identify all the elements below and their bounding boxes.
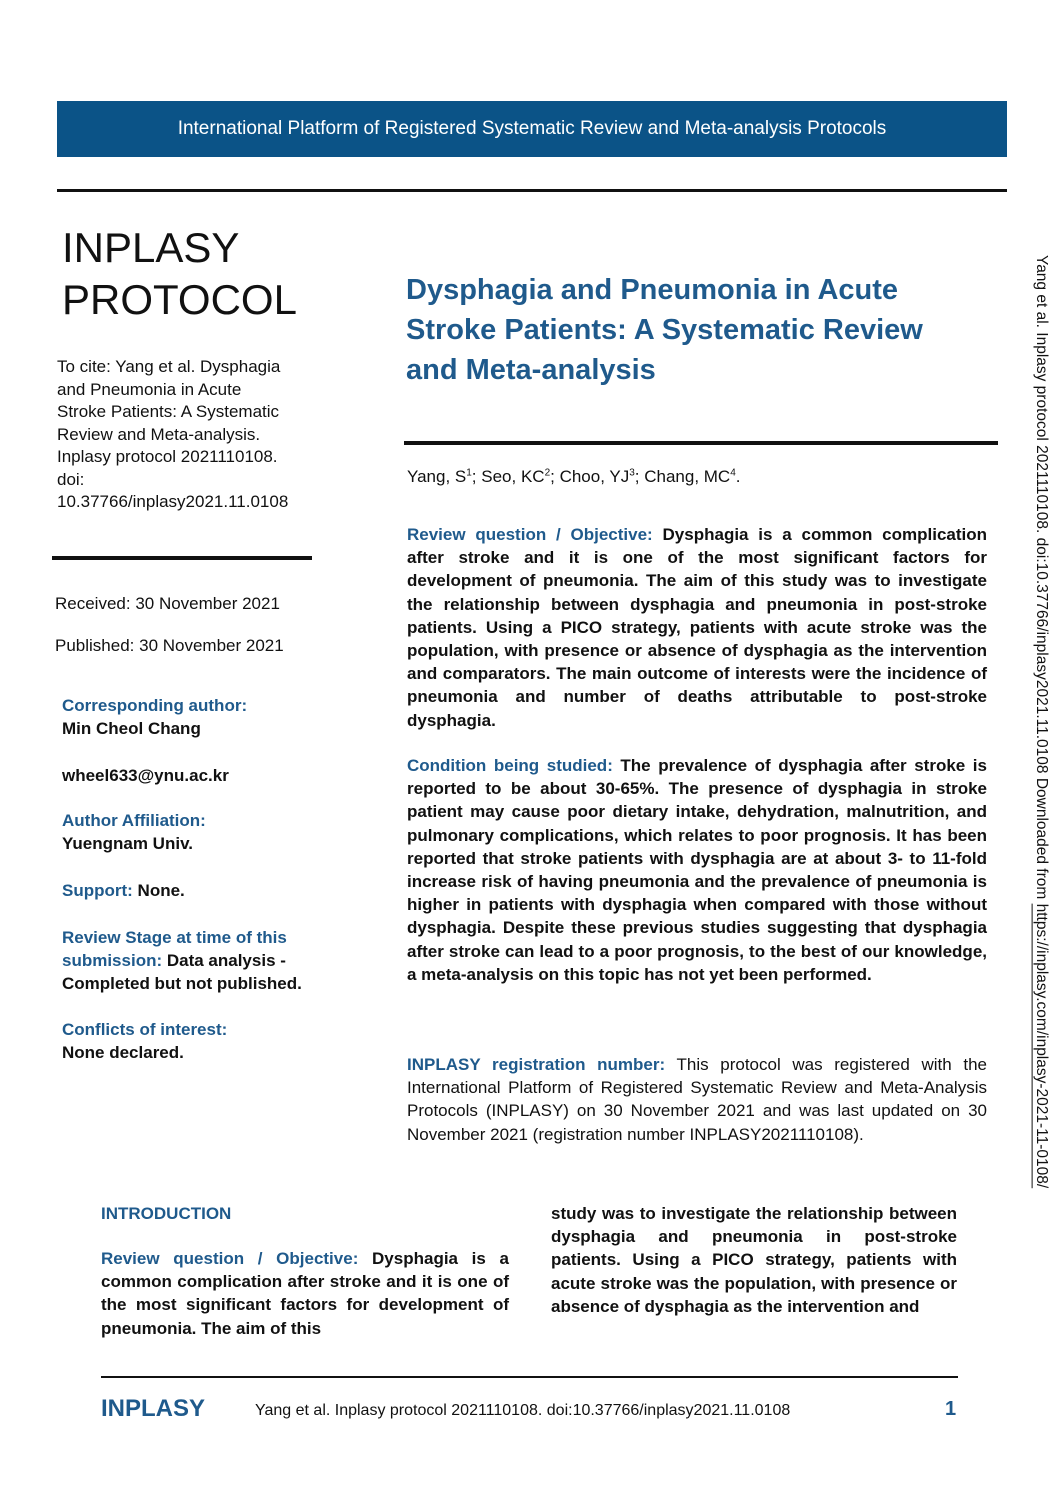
conflicts-label: Conflicts of interest:	[62, 1020, 228, 1039]
corresponding-author-block	[62, 694, 362, 740]
review-question-label: Review question / Objective:	[407, 525, 653, 544]
author-affiliation-mark: 4	[730, 467, 736, 479]
citation-line: 10.37766/inplasy2021.11.0108	[57, 492, 289, 511]
protocol-heading-line1: INPLASY	[62, 224, 240, 271]
author-name: Chang, MC	[644, 467, 731, 486]
left-divider	[52, 556, 312, 560]
published-date: Published: 30 November 2021	[55, 636, 284, 655]
paper-title	[406, 270, 1006, 390]
author-affiliation-mark: 2	[544, 467, 551, 479]
condition-section	[407, 754, 987, 986]
author-affiliation-mark: 1	[466, 467, 472, 479]
side-note-text: Yang et al. Inplasy protocol 2021110108. doi:10.37766/inplasy2021.11.0108 Downloaded from	[1033, 255, 1050, 904]
side-note-link[interactable]: https://inplasy.com/inplasy-2021-11-0108/	[1033, 903, 1050, 1189]
affiliation-value: Yuengnam Univ.	[62, 834, 193, 853]
affiliation-block	[62, 809, 362, 855]
corresponding-author-label: Corresponding author:	[62, 696, 248, 715]
corresponding-author-name: Min Cheol Chang	[62, 719, 201, 738]
footer-divider	[101, 1376, 958, 1378]
conflicts-block	[62, 1018, 362, 1064]
citation-block	[57, 356, 332, 514]
support-label: Support:	[62, 881, 133, 900]
download-side-note	[1030, 255, 1050, 1355]
review-stage-value: Data analysis -	[162, 951, 286, 970]
author-email[interactable]: wheel633@ynu.ac.kr	[62, 766, 229, 785]
introduction-heading: INTRODUCTION	[101, 1204, 232, 1223]
citation-line: To cite: Yang et al. Dysphagia	[57, 357, 281, 376]
condition-text: The prevalence of dysphagia after stroke is reported to be about 30-65%. The presence of dysphagia in stroke patient may cause poor dietary intake, dehydration, malnutrition, and pulmonary complications, which relates to poor prognosis. It has been reported that stroke patients with dysphagia are at about 3- to 11-fold increase risk of having pneumonia and the prevalence of pneumonia is higher in patients with dysphagia when compared with those without dysphagia. Despite these previous studies suggesting that dysphagia after stroke can lead to a poor prognosis, to the best of our knowledge, a meta-analysis on this topic has not yet been performed.	[407, 756, 987, 984]
registration-text: This protocol was registered with the International Platform of Registered Systematic Review and Meta-Analysis Protocols (INPLASY) on 30 November 2021 and was last updated on 30 November 2021 (registration number INPLASY2021110108).	[407, 1055, 987, 1144]
review-stage-label: Review Stage at time of this	[62, 928, 287, 947]
introduction-right-column	[551, 1202, 957, 1318]
paper-title-line: Dysphagia and Pneumonia in Acute	[406, 274, 899, 306]
review-stage-block	[62, 926, 382, 995]
footer-brand: INPLASY	[101, 1395, 206, 1422]
support-value: None.	[132, 881, 185, 900]
citation-line: Stroke Patients: A Systematic	[57, 402, 280, 421]
introduction-right-text: study was to investigate the relationship between dysphagia and pneumonia in post-stroke patients. Using a PICO strategy, patients with acute stroke was the population, with presence or absence of dysphagia as the intervention and	[551, 1204, 957, 1316]
citation-line: doi:	[57, 469, 85, 489]
author-separator: ;	[471, 467, 482, 486]
paper-title-line: Stroke Patients: A Systematic Review	[406, 314, 923, 346]
introduction-left-text: Dysphagia is a common complication after stroke and it is one of the most significant factors for development of pneumonia. The aim of this	[101, 1249, 509, 1338]
introduction-left-column	[101, 1247, 509, 1340]
protocol-heading-line2: PROTOCOL	[62, 276, 297, 323]
citation-line: and Pneumonia in Acute	[57, 379, 242, 399]
received-date: Received: 30 November 2021	[55, 594, 280, 613]
page-number: 1	[945, 1398, 957, 1420]
support-block	[62, 879, 362, 902]
title-divider	[404, 441, 998, 445]
review-stage-label-2: submission:	[62, 951, 163, 970]
conflicts-value: None declared.	[62, 1043, 184, 1062]
author-separator: ;	[634, 467, 645, 486]
author-separator: ;	[550, 467, 560, 486]
top-divider	[57, 189, 1007, 192]
registration-label: INPLASY registration number:	[407, 1055, 666, 1074]
author-name: Yang, S	[407, 467, 467, 486]
review-question-section	[407, 523, 987, 732]
registration-section	[407, 1053, 987, 1146]
journal-banner: International Platform of Registered Systematic Review and Meta-analysis Protocols	[57, 101, 1007, 157]
introduction-review-label: Review question / Objective:	[101, 1249, 359, 1268]
affiliation-label: Author Affiliation:	[62, 811, 206, 830]
review-stage-value-2: Completed but not published.	[62, 974, 302, 993]
condition-label: Condition being studied:	[407, 756, 613, 775]
author-list	[407, 467, 741, 487]
citation-line: Inplasy protocol 2021110108.	[57, 447, 278, 466]
footer-citation: Yang et al. Inplasy protocol 2021110108. doi:10.37766/inplasy2021.11.0108	[255, 1402, 791, 1419]
author-name: Choo, YJ	[559, 467, 630, 486]
author-name: Seo, KC	[481, 467, 545, 486]
author-separator: .	[735, 467, 741, 486]
citation-line: Review and Meta-analysis.	[57, 424, 261, 444]
protocol-heading	[62, 222, 297, 326]
paper-title-line: and Meta-analysis	[406, 354, 656, 386]
review-question-text: Dysphagia is a common complication after stroke and it is one of the most significant factors for development of pneumonia. The aim of this study was to investigate the relationship between dysphagia and pneumonia in post-stroke patients. Using a PICO strategy, patients with acute stroke was the population, with presence or absence of dysphagia as the intervention and comparators. The main outcome of interests were the incidence of pneumonia and number of deaths attributable to post-stroke dysphagia.	[407, 525, 988, 730]
author-affiliation-mark: 3	[629, 467, 635, 479]
